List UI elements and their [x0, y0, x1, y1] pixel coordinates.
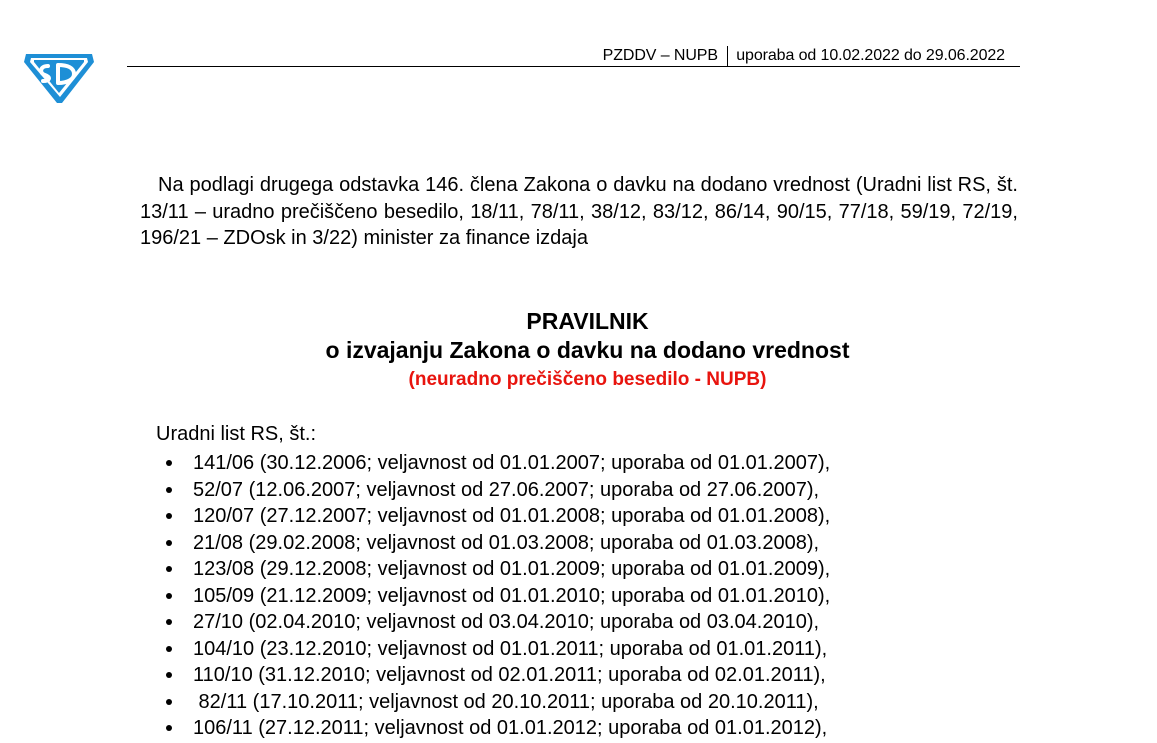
list-item: 120/07 (27.12.2007; veljavnost od 01.01.2008; uporaba od 01.01.2008), — [166, 503, 830, 530]
list-item: 82/11 (17.10.2011; veljavnost od 20.10.2011; uporaba od 20.10.2011), — [166, 689, 830, 716]
bullet-icon — [166, 487, 172, 493]
document-title: PRAVILNIK — [526, 308, 649, 334]
list-item: 27/10 (02.04.2010; veljavnost od 03.04.2010; uporaba od 03.04.2010), — [166, 609, 830, 636]
bullet-icon — [166, 619, 172, 625]
bullet-icon — [166, 725, 172, 731]
document-note: (neuradno prečiščeno besedilo - NUPB) — [408, 369, 767, 390]
list-item: 141/06 (30.12.2006; veljavnost od 01.01.2007; uporaba od 01.01.2007), — [166, 450, 830, 477]
usage-period: uporaba od 10.02.2022 do 29.06.2022 — [736, 47, 1005, 64]
bullet-icon — [166, 460, 172, 466]
title-block — [0, 307, 1157, 393]
gazette-list — [166, 450, 830, 742]
list-item: 110/10 (31.12.2010; veljavnost od 02.01.2011; uporaba od 02.01.2011), — [166, 662, 830, 689]
sd-shield-logo-icon — [22, 48, 96, 104]
list-item: 52/07 (12.06.2007; veljavnost od 27.06.2007; uporaba od 27.06.2007), — [166, 477, 830, 504]
header-rule — [127, 66, 1020, 67]
list-item: 105/09 (21.12.2009; veljavnost od 01.01.2010; uporaba od 01.01.2010), — [166, 583, 830, 610]
bullet-icon — [166, 540, 172, 546]
list-item: 106/11 (27.12.2011; veljavnost od 01.01.2012; uporaba od 01.01.2012), — [166, 715, 830, 742]
bullet-icon — [166, 699, 172, 705]
bullet-icon — [166, 593, 172, 599]
document-subtitle: o izvajanju Zakona o davku na dodano vrednost — [325, 337, 850, 363]
bullet-icon — [166, 566, 172, 572]
doc-code: PZDDV – NUPB — [602, 47, 718, 64]
bullet-icon — [166, 672, 172, 678]
bullet-icon — [166, 646, 172, 652]
list-heading: Uradni list RS, št.: — [156, 423, 317, 445]
intro-paragraph: Na podlagi drugega odstavka 146. člena Zakona o davku na dodano vrednost (Uradni list RS, št. 13/11 – uradno prečiščeno besedilo, 18/11, 78/11, 38/12, 83/12, 86/14, 90/15, 77/18, 59/19, 72/19, 196/21 – ZDOsk in 3/22) minister za finance izdaja — [140, 174, 1018, 249]
running-header — [603, 46, 1005, 66]
bullet-icon — [166, 513, 172, 519]
header-separator — [727, 46, 728, 66]
list-item: 104/10 (23.12.2010; veljavnost od 01.01.2011; uporaba od 01.01.2011), — [166, 636, 830, 663]
list-item: 123/08 (29.12.2008; veljavnost od 01.01.2009; uporaba od 01.01.2009), — [166, 556, 830, 583]
list-item: 21/08 (29.02.2008; veljavnost od 01.03.2008; uporaba od 01.03.2008), — [166, 530, 830, 557]
